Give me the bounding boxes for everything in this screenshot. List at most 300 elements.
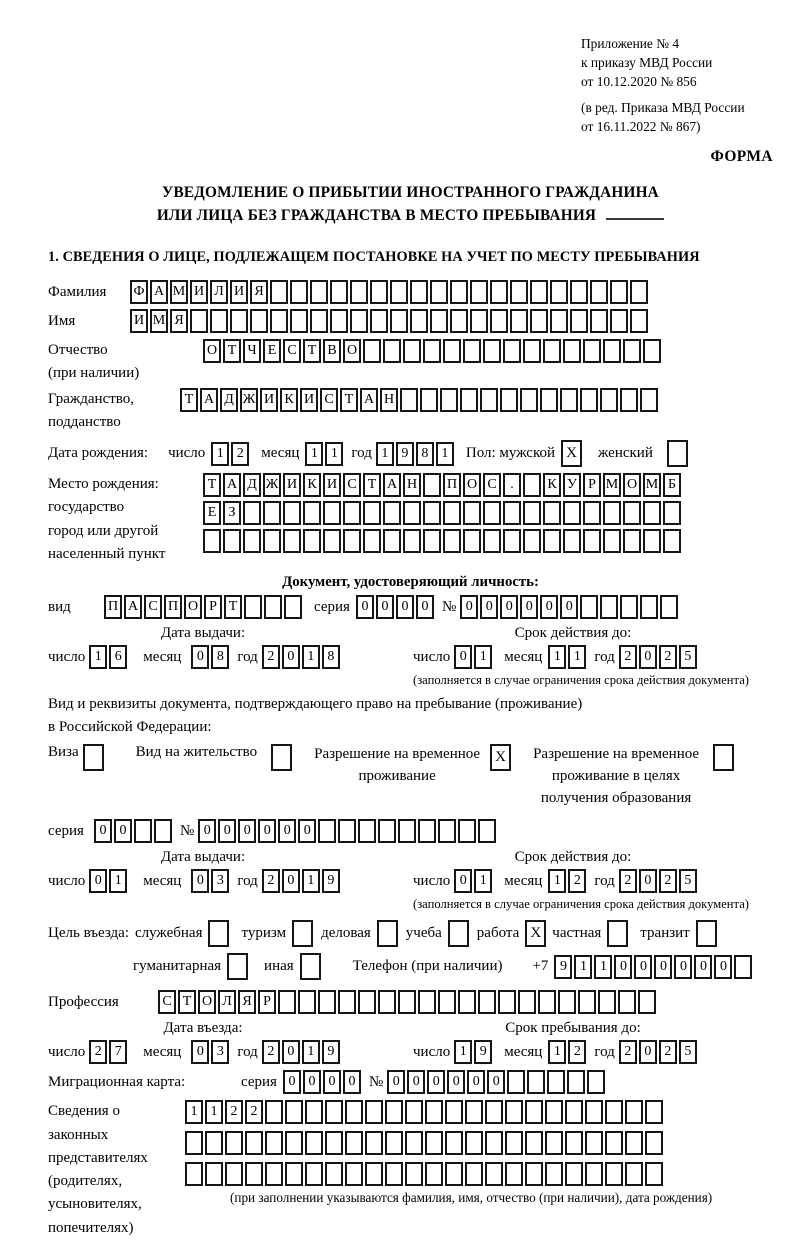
char-cell[interactable] (630, 309, 648, 333)
char-cell[interactable] (323, 529, 341, 553)
char-cell[interactable]: 9 (474, 1040, 492, 1064)
char-cell[interactable] (483, 501, 501, 525)
char-cell[interactable]: 9 (396, 442, 414, 466)
char-cell[interactable] (585, 1100, 603, 1124)
char-cell[interactable] (363, 339, 381, 363)
char-cell[interactable] (530, 280, 548, 304)
char-cell[interactable] (265, 1131, 283, 1155)
char-cell[interactable] (438, 819, 456, 843)
char-cell[interactable] (507, 1070, 525, 1094)
char-cell[interactable]: 5 (679, 869, 697, 893)
char-cell[interactable]: К (543, 473, 561, 497)
char-cell[interactable] (545, 1131, 563, 1155)
char-cell[interactable] (225, 1162, 243, 1186)
char-cell[interactable] (303, 529, 321, 553)
char-cell[interactable] (478, 990, 496, 1014)
char-cell[interactable]: О (343, 339, 361, 363)
char-cell[interactable] (443, 501, 461, 525)
char-cell[interactable] (443, 339, 461, 363)
char-cell[interactable]: 2 (225, 1100, 243, 1124)
char-cell[interactable]: 0 (560, 595, 578, 619)
char-cell[interactable]: М (643, 473, 661, 497)
char-cell[interactable]: 0 (191, 869, 209, 893)
char-cell[interactable]: 1 (548, 1040, 566, 1064)
char-cell[interactable]: 0 (480, 595, 498, 619)
char-cell[interactable] (458, 819, 476, 843)
char-cell[interactable] (510, 280, 528, 304)
char-cell[interactable] (290, 309, 308, 333)
char-cell[interactable]: 2 (231, 442, 249, 466)
char-cell[interactable] (545, 1100, 563, 1124)
char-cell[interactable] (505, 1100, 523, 1124)
char-cell[interactable] (205, 1131, 223, 1155)
char-cell[interactable]: А (150, 280, 168, 304)
char-cell[interactable] (423, 529, 441, 553)
char-cell[interactable]: 1 (302, 1040, 320, 1064)
checkbox-cell[interactable] (227, 953, 248, 980)
char-cell[interactable]: 0 (89, 869, 107, 893)
char-cell[interactable] (298, 990, 316, 1014)
char-cell[interactable] (600, 388, 618, 412)
char-cell[interactable] (603, 529, 621, 553)
char-cell[interactable]: 1 (574, 955, 592, 979)
char-cell[interactable]: . (503, 473, 521, 497)
char-cell[interactable]: 0 (540, 595, 558, 619)
char-cell[interactable]: 0 (654, 955, 672, 979)
char-cell[interactable] (663, 529, 681, 553)
char-cell[interactable]: 0 (396, 595, 414, 619)
char-cell[interactable]: 2 (262, 645, 280, 669)
char-cell[interactable] (223, 529, 241, 553)
checkbox-cell[interactable] (607, 920, 628, 947)
char-cell[interactable] (525, 1162, 543, 1186)
char-cell[interactable] (318, 819, 336, 843)
char-cell[interactable]: 5 (679, 1040, 697, 1064)
char-cell[interactable] (418, 990, 436, 1014)
checkbox-cell[interactable] (448, 920, 469, 947)
char-cell[interactable]: 0 (447, 1070, 465, 1094)
char-cell[interactable] (623, 529, 641, 553)
char-cell[interactable] (325, 1100, 343, 1124)
char-cell[interactable] (318, 990, 336, 1014)
char-cell[interactable]: 0 (376, 595, 394, 619)
char-cell[interactable]: 0 (356, 595, 374, 619)
char-cell[interactable] (498, 990, 516, 1014)
char-cell[interactable]: Я (250, 280, 268, 304)
char-cell[interactable]: Т (178, 990, 196, 1014)
char-cell[interactable] (490, 280, 508, 304)
char-cell[interactable] (463, 529, 481, 553)
char-cell[interactable]: О (203, 339, 221, 363)
char-cell[interactable]: 0 (278, 819, 296, 843)
char-cell[interactable] (425, 1131, 443, 1155)
char-cell[interactable] (185, 1131, 203, 1155)
char-cell[interactable] (203, 529, 221, 553)
char-cell[interactable] (460, 388, 478, 412)
char-cell[interactable] (278, 990, 296, 1014)
checkbox-cell[interactable]: X (525, 920, 546, 947)
char-cell[interactable]: И (190, 280, 208, 304)
char-cell[interactable] (210, 309, 228, 333)
checkbox-cell[interactable] (292, 920, 313, 947)
char-cell[interactable] (370, 280, 388, 304)
char-cell[interactable] (305, 1131, 323, 1155)
char-cell[interactable] (205, 1162, 223, 1186)
char-cell[interactable] (445, 1100, 463, 1124)
char-cell[interactable] (438, 990, 456, 1014)
char-cell[interactable]: 2 (619, 869, 637, 893)
char-cell[interactable] (403, 339, 421, 363)
char-cell[interactable] (445, 1162, 463, 1186)
char-cell[interactable] (605, 1100, 623, 1124)
char-cell[interactable] (365, 1162, 383, 1186)
char-cell[interactable]: Т (203, 473, 221, 497)
char-cell[interactable]: 2 (619, 645, 637, 669)
char-cell[interactable] (285, 1100, 303, 1124)
char-cell[interactable] (325, 1162, 343, 1186)
checkbox-cell[interactable] (271, 744, 292, 771)
char-cell[interactable] (420, 388, 438, 412)
char-cell[interactable]: А (200, 388, 218, 412)
char-cell[interactable]: 1 (474, 645, 492, 669)
char-cell[interactable]: О (463, 473, 481, 497)
char-cell[interactable] (270, 309, 288, 333)
char-cell[interactable]: А (360, 388, 378, 412)
char-cell[interactable]: 9 (554, 955, 572, 979)
char-cell[interactable] (625, 1131, 643, 1155)
char-cell[interactable]: О (623, 473, 641, 497)
char-cell[interactable] (445, 1131, 463, 1155)
char-cell[interactable] (405, 1162, 423, 1186)
char-cell[interactable] (378, 819, 396, 843)
char-cell[interactable] (385, 1131, 403, 1155)
char-cell[interactable] (330, 309, 348, 333)
char-cell[interactable] (523, 473, 541, 497)
char-cell[interactable] (547, 1070, 565, 1094)
char-cell[interactable]: 0 (674, 955, 692, 979)
char-cell[interactable] (640, 388, 658, 412)
char-cell[interactable] (403, 529, 421, 553)
char-cell[interactable]: 2 (619, 1040, 637, 1064)
char-cell[interactable]: 0 (387, 1070, 405, 1094)
char-cell[interactable]: 1 (474, 869, 492, 893)
char-cell[interactable]: 0 (218, 819, 236, 843)
char-cell[interactable] (465, 1162, 483, 1186)
char-cell[interactable]: 1 (211, 442, 229, 466)
char-cell[interactable] (363, 529, 381, 553)
char-cell[interactable]: С (483, 473, 501, 497)
char-cell[interactable]: 2 (89, 1040, 107, 1064)
char-cell[interactable] (465, 1131, 483, 1155)
checkbox-cell[interactable]: X (561, 440, 582, 467)
char-cell[interactable]: К (303, 473, 321, 497)
char-cell[interactable] (620, 595, 638, 619)
char-cell[interactable] (480, 388, 498, 412)
char-cell[interactable]: 0 (283, 1070, 301, 1094)
char-cell[interactable]: 8 (322, 645, 340, 669)
char-cell[interactable] (244, 595, 262, 619)
char-cell[interactable]: 6 (109, 645, 127, 669)
char-cell[interactable] (350, 309, 368, 333)
char-cell[interactable]: 0 (487, 1070, 505, 1094)
char-cell[interactable] (343, 501, 361, 525)
char-cell[interactable]: Р (258, 990, 276, 1014)
char-cell[interactable] (503, 529, 521, 553)
char-cell[interactable] (270, 280, 288, 304)
char-cell[interactable] (598, 990, 616, 1014)
char-cell[interactable] (583, 501, 601, 525)
char-cell[interactable]: С (144, 595, 162, 619)
char-cell[interactable]: 0 (191, 1040, 209, 1064)
char-cell[interactable]: Т (180, 388, 198, 412)
char-cell[interactable]: 0 (694, 955, 712, 979)
char-cell[interactable] (500, 388, 518, 412)
char-cell[interactable]: 1 (325, 442, 343, 466)
char-cell[interactable]: П (104, 595, 122, 619)
char-cell[interactable] (643, 501, 661, 525)
char-cell[interactable]: 0 (427, 1070, 445, 1094)
char-cell[interactable]: 0 (94, 819, 112, 843)
char-cell[interactable] (264, 595, 282, 619)
char-cell[interactable] (620, 388, 638, 412)
char-cell[interactable] (243, 501, 261, 525)
checkbox-cell[interactable] (83, 744, 104, 771)
char-cell[interactable] (543, 501, 561, 525)
char-cell[interactable]: Я (238, 990, 256, 1014)
char-cell[interactable] (385, 1162, 403, 1186)
char-cell[interactable] (400, 388, 418, 412)
char-cell[interactable]: Т (224, 595, 242, 619)
char-cell[interactable] (443, 529, 461, 553)
char-cell[interactable] (583, 529, 601, 553)
char-cell[interactable]: Е (263, 339, 281, 363)
char-cell[interactable] (663, 501, 681, 525)
char-cell[interactable]: 0 (258, 819, 276, 843)
char-cell[interactable] (734, 955, 752, 979)
char-cell[interactable] (345, 1131, 363, 1155)
char-cell[interactable] (580, 595, 598, 619)
char-cell[interactable] (580, 388, 598, 412)
char-cell[interactable]: 9 (322, 1040, 340, 1064)
char-cell[interactable] (303, 501, 321, 525)
char-cell[interactable] (605, 1162, 623, 1186)
char-cell[interactable]: Н (380, 388, 398, 412)
char-cell[interactable] (618, 990, 636, 1014)
char-cell[interactable] (587, 1070, 605, 1094)
char-cell[interactable] (645, 1131, 663, 1155)
char-cell[interactable]: Р (204, 595, 222, 619)
char-cell[interactable] (505, 1131, 523, 1155)
char-cell[interactable]: 0 (298, 819, 316, 843)
char-cell[interactable]: 0 (282, 869, 300, 893)
char-cell[interactable] (583, 339, 601, 363)
char-cell[interactable] (623, 339, 641, 363)
char-cell[interactable]: 1 (594, 955, 612, 979)
char-cell[interactable] (265, 1162, 283, 1186)
char-cell[interactable]: Ж (240, 388, 258, 412)
char-cell[interactable] (245, 1162, 263, 1186)
char-cell[interactable] (563, 501, 581, 525)
char-cell[interactable]: 0 (191, 645, 209, 669)
char-cell[interactable]: И (230, 280, 248, 304)
char-cell[interactable] (398, 990, 416, 1014)
char-cell[interactable] (430, 280, 448, 304)
char-cell[interactable] (134, 819, 152, 843)
char-cell[interactable] (585, 1162, 603, 1186)
char-cell[interactable] (310, 309, 328, 333)
char-cell[interactable]: 0 (714, 955, 732, 979)
char-cell[interactable] (423, 501, 441, 525)
char-cell[interactable] (363, 501, 381, 525)
char-cell[interactable]: А (383, 473, 401, 497)
char-cell[interactable] (585, 1131, 603, 1155)
char-cell[interactable]: Л (218, 990, 236, 1014)
char-cell[interactable] (450, 309, 468, 333)
char-cell[interactable]: Ч (243, 339, 261, 363)
char-cell[interactable] (285, 1131, 303, 1155)
char-cell[interactable] (350, 280, 368, 304)
char-cell[interactable] (345, 1162, 363, 1186)
char-cell[interactable] (225, 1131, 243, 1155)
char-cell[interactable] (643, 529, 661, 553)
char-cell[interactable]: 1 (568, 645, 586, 669)
char-cell[interactable]: 1 (305, 442, 323, 466)
char-cell[interactable] (603, 339, 621, 363)
char-cell[interactable] (523, 501, 541, 525)
char-cell[interactable] (527, 1070, 545, 1094)
char-cell[interactable] (310, 280, 328, 304)
char-cell[interactable] (558, 990, 576, 1014)
char-cell[interactable] (383, 339, 401, 363)
char-cell[interactable]: Т (363, 473, 381, 497)
char-cell[interactable] (358, 819, 376, 843)
char-cell[interactable] (525, 1131, 543, 1155)
char-cell[interactable] (465, 1100, 483, 1124)
char-cell[interactable] (338, 990, 356, 1014)
char-cell[interactable]: О (184, 595, 202, 619)
char-cell[interactable]: 1 (548, 645, 566, 669)
char-cell[interactable] (483, 339, 501, 363)
char-cell[interactable]: Ж (263, 473, 281, 497)
char-cell[interactable]: 2 (568, 869, 586, 893)
char-cell[interactable]: 2 (659, 1040, 677, 1064)
char-cell[interactable]: Т (303, 339, 321, 363)
char-cell[interactable] (405, 1131, 423, 1155)
char-cell[interactable]: 0 (303, 1070, 321, 1094)
char-cell[interactable]: Т (340, 388, 358, 412)
char-cell[interactable] (250, 309, 268, 333)
char-cell[interactable] (383, 501, 401, 525)
char-cell[interactable]: 0 (460, 595, 478, 619)
char-cell[interactable] (518, 990, 536, 1014)
char-cell[interactable]: 0 (454, 645, 472, 669)
char-cell[interactable] (623, 501, 641, 525)
char-cell[interactable]: 2 (262, 869, 280, 893)
char-cell[interactable]: 0 (520, 595, 538, 619)
char-cell[interactable]: 0 (639, 645, 657, 669)
checkbox-cell[interactable] (377, 920, 398, 947)
char-cell[interactable]: 0 (416, 595, 434, 619)
char-cell[interactable]: 0 (454, 869, 472, 893)
char-cell[interactable] (230, 309, 248, 333)
char-cell[interactable] (365, 1131, 383, 1155)
char-cell[interactable]: М (150, 309, 168, 333)
char-cell[interactable]: А (124, 595, 142, 619)
char-cell[interactable] (538, 990, 556, 1014)
char-cell[interactable]: 2 (659, 869, 677, 893)
char-cell[interactable] (565, 1162, 583, 1186)
checkbox-cell[interactable] (667, 440, 688, 467)
char-cell[interactable] (545, 1162, 563, 1186)
char-cell[interactable] (550, 309, 568, 333)
char-cell[interactable]: 1 (436, 442, 454, 466)
char-cell[interactable]: 0 (114, 819, 132, 843)
char-cell[interactable]: О (198, 990, 216, 1014)
char-cell[interactable] (440, 388, 458, 412)
char-cell[interactable] (345, 1100, 363, 1124)
char-cell[interactable]: 8 (416, 442, 434, 466)
char-cell[interactable] (605, 1131, 623, 1155)
char-cell[interactable] (245, 1131, 263, 1155)
char-cell[interactable]: 2 (659, 645, 677, 669)
char-cell[interactable] (418, 819, 436, 843)
char-cell[interactable] (578, 990, 596, 1014)
char-cell[interactable]: Ф (130, 280, 148, 304)
char-cell[interactable] (383, 529, 401, 553)
char-cell[interactable]: 2 (245, 1100, 263, 1124)
char-cell[interactable]: И (323, 473, 341, 497)
char-cell[interactable]: 0 (614, 955, 632, 979)
char-cell[interactable]: У (563, 473, 581, 497)
char-cell[interactable]: 1 (548, 869, 566, 893)
char-cell[interactable] (263, 501, 281, 525)
char-cell[interactable] (503, 501, 521, 525)
char-cell[interactable] (154, 819, 172, 843)
char-cell[interactable] (370, 309, 388, 333)
char-cell[interactable] (283, 501, 301, 525)
char-cell[interactable] (403, 501, 421, 525)
char-cell[interactable]: Б (663, 473, 681, 497)
char-cell[interactable] (330, 280, 348, 304)
char-cell[interactable]: 0 (343, 1070, 361, 1094)
char-cell[interactable]: З (223, 501, 241, 525)
char-cell[interactable]: 0 (282, 1040, 300, 1064)
char-cell[interactable]: 3 (211, 1040, 229, 1064)
char-cell[interactable]: 1 (302, 645, 320, 669)
char-cell[interactable] (485, 1131, 503, 1155)
char-cell[interactable]: 0 (407, 1070, 425, 1094)
char-cell[interactable] (470, 309, 488, 333)
char-cell[interactable] (243, 529, 261, 553)
char-cell[interactable]: Н (403, 473, 421, 497)
char-cell[interactable] (640, 595, 658, 619)
char-cell[interactable] (560, 388, 578, 412)
char-cell[interactable]: 0 (198, 819, 216, 843)
char-cell[interactable] (458, 990, 476, 1014)
char-cell[interactable]: 5 (679, 645, 697, 669)
char-cell[interactable]: Я (170, 309, 188, 333)
char-cell[interactable] (325, 1131, 343, 1155)
char-cell[interactable] (645, 1100, 663, 1124)
char-cell[interactable]: 0 (323, 1070, 341, 1094)
char-cell[interactable] (305, 1100, 323, 1124)
char-cell[interactable]: 0 (238, 819, 256, 843)
char-cell[interactable]: 0 (634, 955, 652, 979)
char-cell[interactable]: Д (243, 473, 261, 497)
char-cell[interactable] (610, 309, 628, 333)
checkbox-cell[interactable]: X (490, 744, 511, 771)
char-cell[interactable] (385, 1100, 403, 1124)
